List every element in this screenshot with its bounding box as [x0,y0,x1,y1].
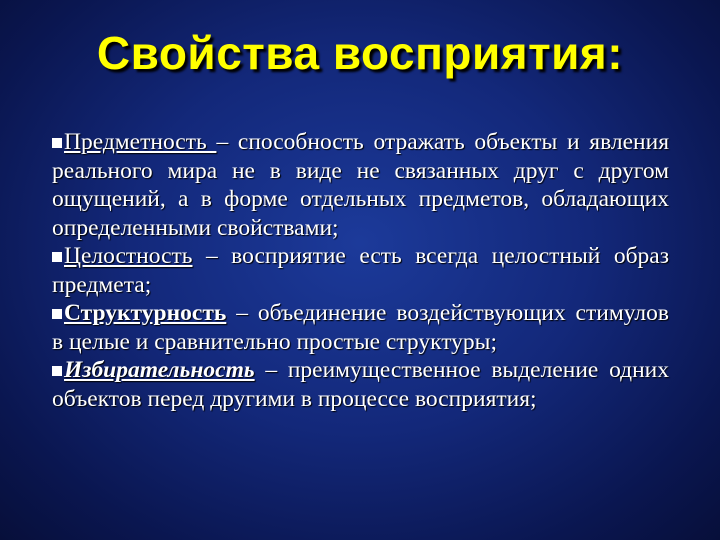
list-item-structure [52,299,669,356]
definition-selectivity: – преимущественное выделение одних объектов перед другими в процессе восприятия; [52,357,669,412]
term-objectness: Предметность [64,129,217,155]
square-bullet-icon [52,366,62,376]
term-selectivity: Избирательность [64,357,255,383]
list-item-objectness [52,128,669,242]
term-integrity: Целостность [64,243,193,269]
square-bullet-icon [52,309,62,319]
definition-structure: – объединение воздействующих стимулов в целые и сравнительно простые структуры; [52,300,669,355]
list-item-selectivity [52,356,669,413]
slide-title: Свойства восприятия: [96,27,624,79]
term-structure: Структурность [64,300,227,326]
list-item-integrity [52,242,669,299]
square-bullet-icon [52,138,62,148]
square-bullet-icon [52,252,62,262]
definition-integrity: – восприятие есть всегда целостный образ предмета; [52,243,669,298]
definition-objectness: – способность отражать объекты и явления реального мира не в виде не связанных друг с другом ощущений, а в форме отдельных предметов, обладающих определенными свойствами; [52,129,669,241]
properties-list [52,128,669,413]
